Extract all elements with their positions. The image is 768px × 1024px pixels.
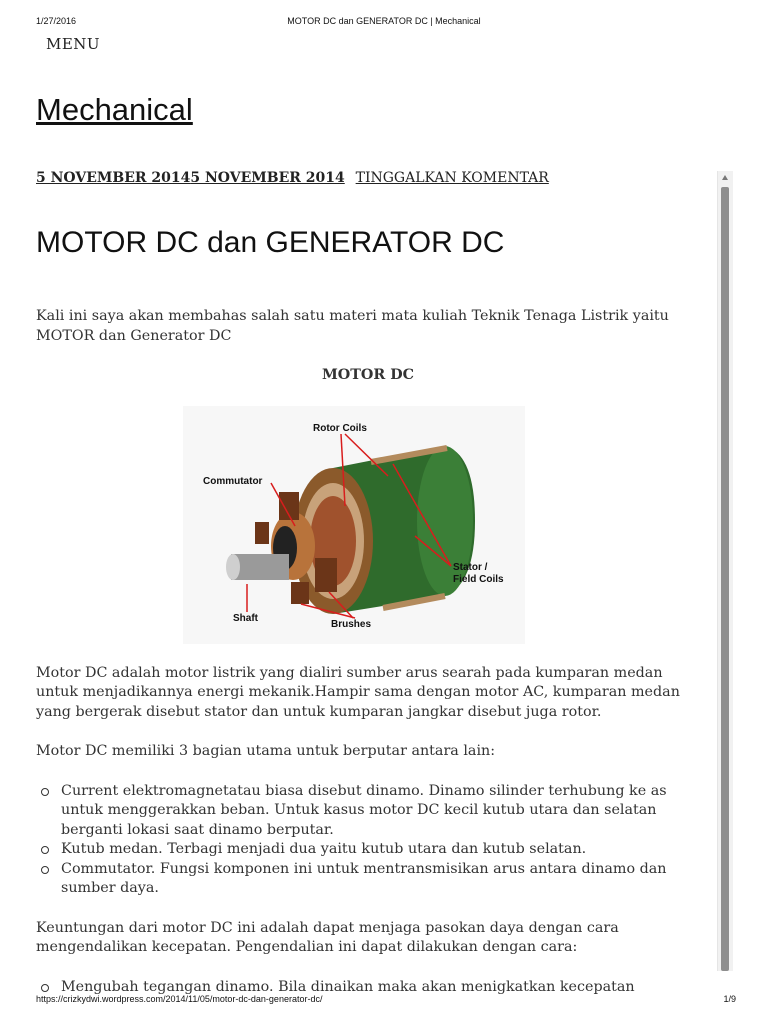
- label-stator-1: Stator /: [453, 561, 488, 573]
- post-title: MOTOR DC dan GENERATOR DC: [36, 226, 505, 259]
- brush-bottom: [315, 558, 337, 592]
- label-commutator: Commutator: [203, 475, 263, 487]
- list-item: Kutub medan. Terbagi menjadi dua yaitu kutub utara dan kutub selatan.: [61, 840, 700, 860]
- list-item: Mengubah tegangan dinamo. Bila dinaikan maka akan menigkatkan kecepatan: [61, 978, 700, 998]
- print-date: 1/27/2016: [36, 16, 77, 26]
- menu-toggle[interactable]: MENU: [46, 35, 101, 53]
- post-date-updated[interactable]: 5 NOVEMBER 2014: [190, 170, 345, 186]
- scrollbar-thumb[interactable]: [721, 187, 729, 971]
- post-content: [36, 307, 700, 1017]
- print-header: [0, 16, 768, 30]
- paragraph-parts-intro: Motor DC memiliki 3 bagian utama untuk berputar antara lain:: [36, 743, 496, 759]
- list-item: Current elektromagnetatau biasa disebut dinamo. Dinamo silinder terhubung ke as untuk menggerakkan beban. Untuk kasus motor DC kecil kutub utara dan selatan berganti lokasi saat dinamo berputar.: [61, 782, 700, 841]
- vertical-scrollbar[interactable]: [717, 171, 733, 971]
- motor-dc-illustration: [183, 406, 525, 644]
- label-rotor-coils: Rotor Coils: [313, 422, 367, 434]
- paragraph-advantages: Keuntungan dari motor DC ini adalah dapat menjaga pasokan daya dengan cara mengendalikan kecepatan. Pengendalian ini dapat dilakukan dengan cara:: [36, 919, 619, 955]
- site-title[interactable]: Mechanical: [36, 92, 193, 127]
- print-footer: [0, 994, 768, 1008]
- print-url: https://crizkydwi.wordpress.com/2014/11/05/motor-dc-dan-generator-dc/: [36, 994, 323, 1004]
- intro-paragraph: Kali ini saya akan membahas salah satu materi mata kuliah Teknik Tenaga Listrik yaitu MOTOR dan Generator DC: [36, 308, 669, 344]
- section-heading: MOTOR DC: [321, 367, 414, 383]
- label-stator-2: Field Coils: [453, 573, 504, 585]
- label-shaft: Shaft: [233, 612, 258, 624]
- label-brushes: Brushes: [331, 618, 372, 630]
- print-page-number: 1/9: [723, 994, 736, 1004]
- print-page-title: MOTOR DC dan GENERATOR DC | Mechanical: [287, 16, 481, 26]
- scroll-up-arrow-icon[interactable]: [722, 175, 728, 180]
- motor-dc-diagram: [183, 406, 525, 644]
- list-item: Commutator. Fungsi komponen ini untuk mentransmisikan arus antara dinamo dan sumber daya.: [61, 860, 700, 899]
- paragraph-definition: Motor DC adalah motor listrik yang dialiri sumber arus searah pada kumparan medan untuk menjadikannya energi mekanik.Hampir sama dengan motor AC, kumparan medan yang bergerak disebut stator dan untuk kumparan jangkar disebut juga rotor.: [36, 664, 680, 720]
- post-date-published[interactable]: 5 NOVEMBER 2014: [36, 170, 191, 186]
- entry-meta: [36, 170, 549, 186]
- leave-comment-link[interactable]: TINGGALKAN KOMENTAR: [355, 170, 549, 186]
- parts-list: [36, 782, 700, 899]
